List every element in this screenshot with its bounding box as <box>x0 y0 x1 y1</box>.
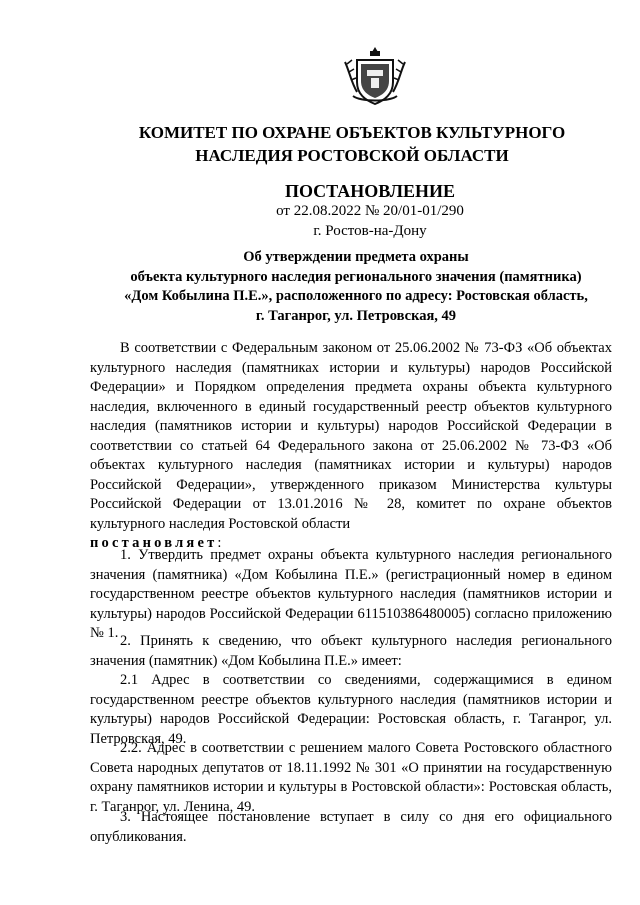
resolves-word: постановляет <box>90 535 218 551</box>
document-city: г. Ростов-на-Дону <box>313 223 427 239</box>
subject-line-3: «Дом Кобылина П.Е.», расположенного по адресу: Ростовская область, <box>124 288 588 304</box>
item-3-paragraph: 3. Настоящее постановление вступает в силу со дня его официального опубликования. <box>90 809 612 845</box>
document-date-number: от 22.08.2022 № 20/01-01/290 <box>276 203 464 219</box>
rostov-coat-of-arms-icon <box>343 44 407 108</box>
subject-line-1: Об утверждении предмета охраны <box>243 249 469 265</box>
document-type: ПОСТАНОВЛЕНИЕ <box>284 181 456 201</box>
subject-line-4: г. Таганрог, ул. Петровская, 49 <box>255 308 457 324</box>
item-2-2-paragraph: 2.2. Адрес в соответствии с решением малого Совета Ростовского областного Совета народных депутатов от 18.11.1992 № 301 «О принятии на государственную охрану памятников истории и культуры в Ростовской области»: Ростовская область, г. Таганрог, ул. Ленина, 49. <box>90 740 612 815</box>
item-2-1-paragraph: 2.1 Адрес в соответствии со сведениями, содержащимися в едином государственном реестре объектов культурного наследия (памятников истории и культуры) народов Российской Федерации: Ростовская область, г. Таганрог, ул. Петровская, 49. <box>90 672 612 747</box>
subject-line-2: объекта культурного наследия регионального значения (памятника) <box>130 269 582 285</box>
committee-name-line-1: КОМИТЕТ ПО ОХРАНЕ ОБЪЕКТОВ КУЛЬТУРНОГО <box>138 123 566 142</box>
resolves-colon: : <box>217 535 222 551</box>
preamble-text: В соответствии с Федеральным законом от 25.06.2002 № 73-ФЗ «Об объектах культурного наследия (памятниках истории и культуры) народов Российской Федерации» и Порядком определения предмета охраны объекта культурного наследия, включенного в единый государственный реестр объектов культурного наследия (памятников истории и культуры) народов Российской Федерации в соответствии со статьей 64 Федерального закона от 25.06.2002 № 73-ФЗ «Об объектах культурного наследия (памятниках истории и культуры) народов Российской Федерации», утвержденного приказом Министерства культуры Российской Федерации от 13.01.2016 № 28, комитет по охране объектов культурного наследия Ростовской области <box>90 340 612 532</box>
committee-name-line-2: НАСЛЕДИЯ РОСТОВСКОЙ ОБЛАСТИ <box>195 146 509 165</box>
item-2-paragraph: 2. Принять к сведению, что объект культурного наследия регионального значения (памятник) «Дом Кобылина П.Е.» имеет: <box>90 633 612 669</box>
preamble-paragraph <box>90 339 612 554</box>
item-1-paragraph: 1. Утвердить предмет охраны объекта культурного наследия регионального значения (памятника) «Дом Кобылина П.Е.» (регистрационный номер в едином государственном реестре объектов культурного наследия (памятников истории и культуры) народов Российской Федерации 611510386480005) согласно приложению № 1. <box>90 547 612 641</box>
